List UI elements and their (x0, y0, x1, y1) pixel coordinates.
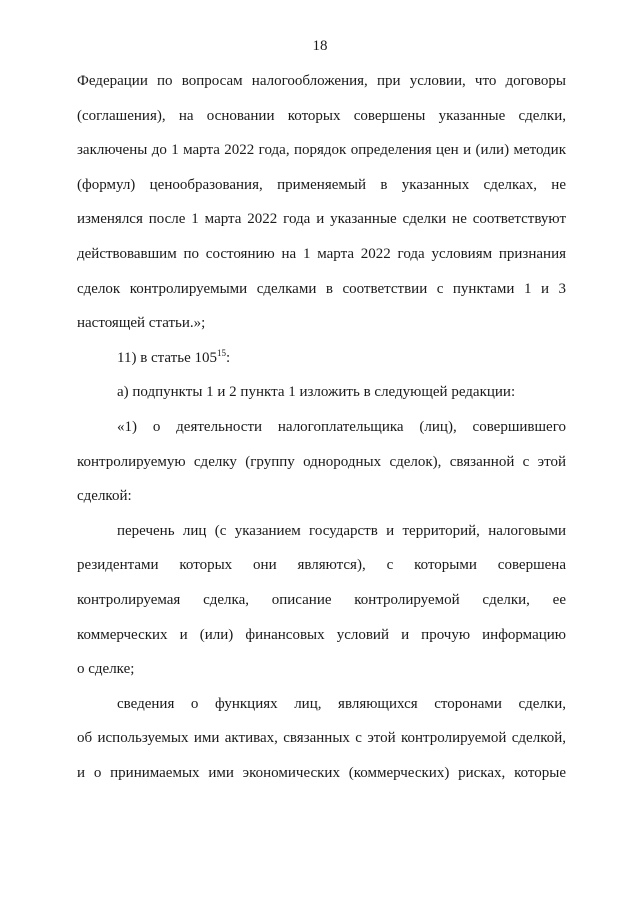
functions-paragraph (77, 687, 566, 791)
text-line: о сделке; (77, 661, 135, 678)
text-line: контролируемую сделку (группу однородных сделок), связанной с этой (77, 453, 566, 470)
text-line: действовавшим по состоянию на 1 марта 2022 года условиям признания (77, 245, 566, 262)
text-line: Федерации по вопросам налогообложения, при условии, что договоры (77, 73, 566, 89)
subparagraph-1 (77, 410, 566, 514)
continued-paragraph (77, 64, 566, 341)
item-11-paragraph (77, 341, 566, 376)
persons-list-paragraph (77, 514, 566, 687)
text-line: резидентами которых они являются), с которыми совершена (77, 557, 566, 574)
item-11-superscript: 15 (217, 347, 226, 358)
text-line: об используемых ими активах, связанных с этой контролируемой сделкой, (77, 730, 566, 747)
item-11-prefix: 11) в статье 105 (117, 349, 217, 366)
text-line: настоящей статьи.»; (77, 315, 206, 332)
text-line: контролируемая сделка, описание контролируемой сделки, ее (77, 591, 566, 608)
item-11-line (77, 341, 566, 376)
item-a-paragraph (77, 375, 566, 410)
item-11-suffix: : (226, 349, 231, 366)
text-line: коммерческих и (или) финансовых условий и прочую информацию (77, 626, 566, 643)
text-line: «1) о деятельности налогоплательщика (лиц), совершившего (117, 418, 566, 435)
text-line: сделкой: (77, 488, 132, 505)
text-line: сведения о функциях лиц, являющихся сторонами сделки, (117, 695, 566, 712)
text-line: изменялся после 1 марта 2022 года и указанные сделки не соответствуют (77, 211, 566, 228)
text-line: (соглашения), на основании которых совершены указанные сделки, (77, 107, 566, 124)
text-line: перечень лиц (с указанием государств и территорий, налоговыми (117, 522, 566, 539)
text-line: (формул) ценообразования, применяемый в указанных сделках, не (77, 176, 566, 193)
text-line: сделок контролируемыми сделками в соответствии с пунктами 1 и 3 (77, 280, 566, 297)
text-line: заключены до 1 марта 2022 года, порядок определения цен и (или) методик (77, 142, 566, 159)
item-a-line: а) подпункты 1 и 2 пункта 1 изложить в следующей редакции: (117, 384, 516, 401)
text-line: и о принимаемых ими экономических (коммерческих) рисках, которые (77, 764, 566, 781)
document-body (77, 64, 566, 790)
page-number: 18 (312, 38, 328, 54)
